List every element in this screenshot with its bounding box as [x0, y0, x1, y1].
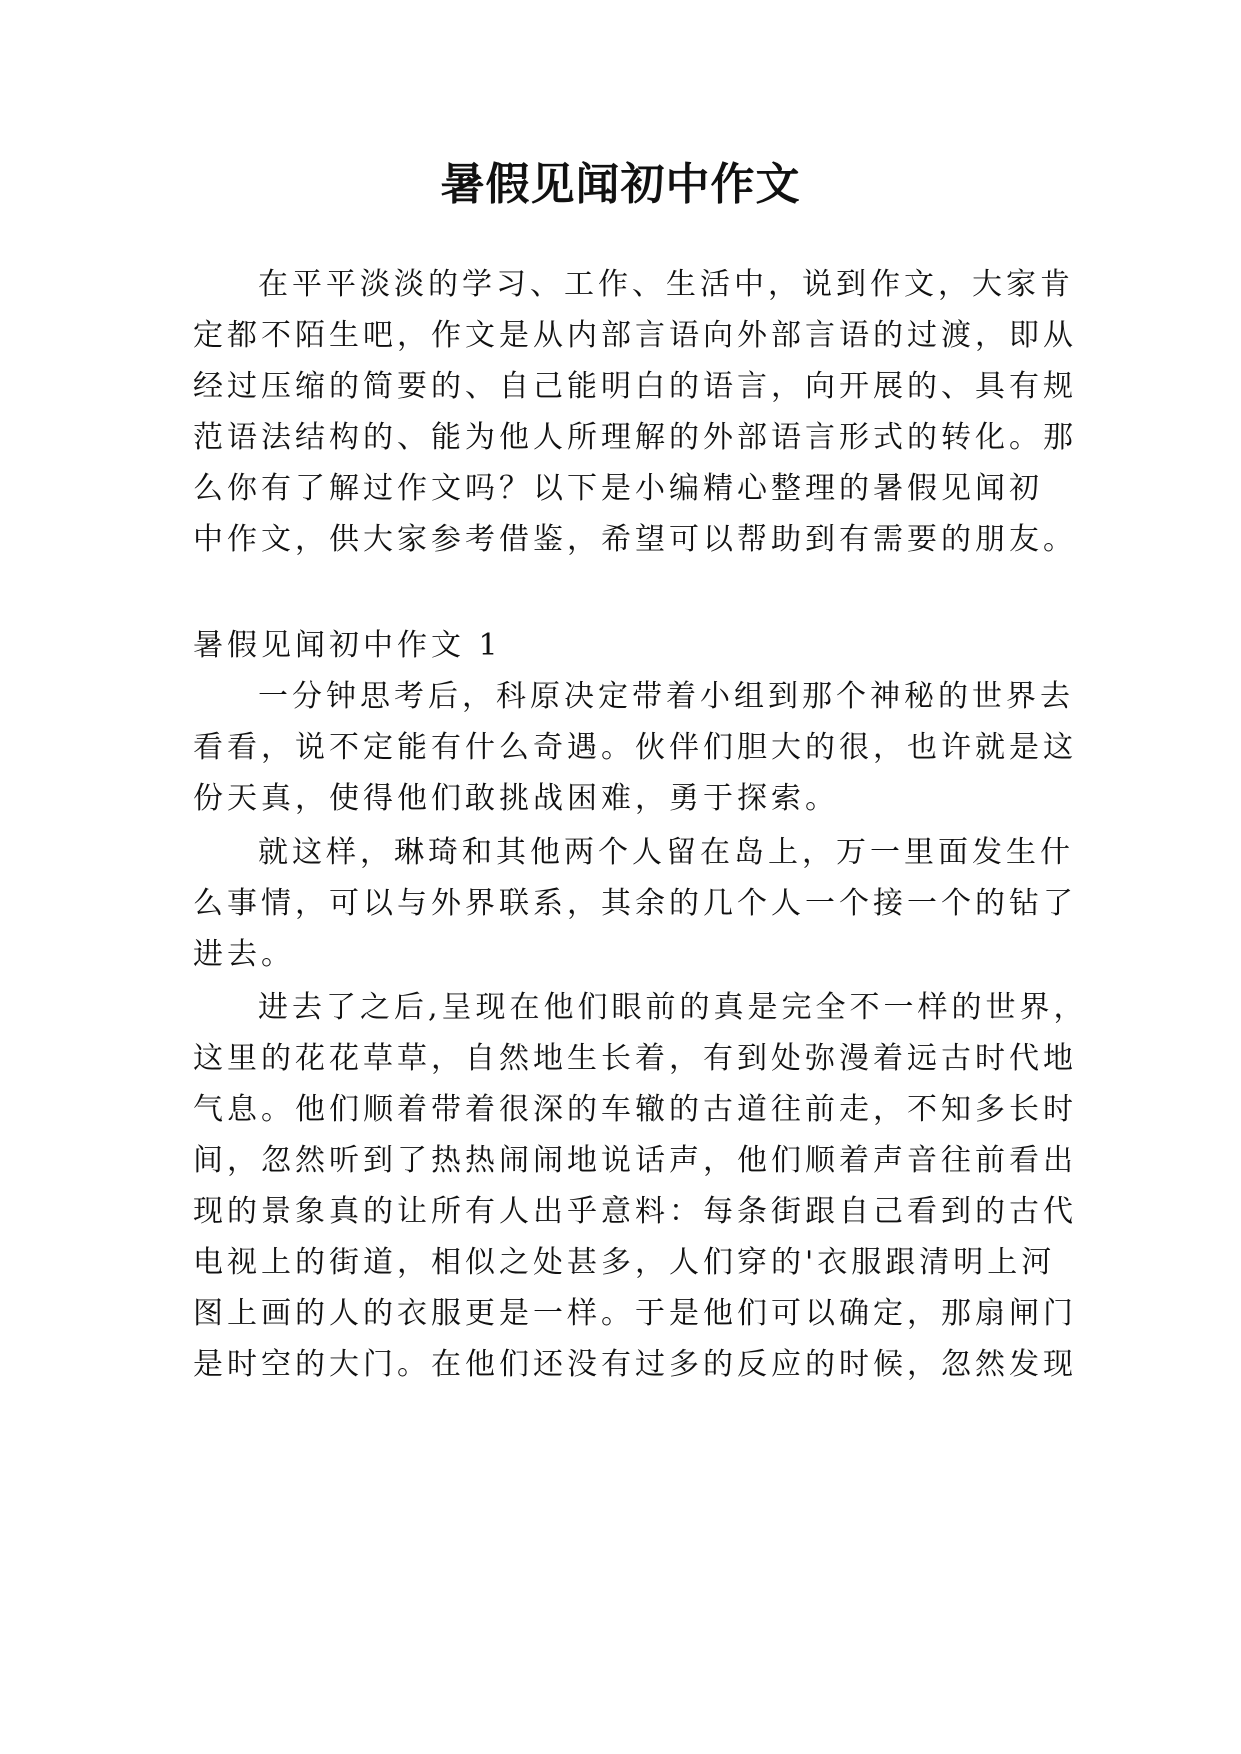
paragraph-line: 现的景象真的让所有人出乎意料：每条街跟自己看到的古代 — [193, 1194, 1077, 1229]
paragraph-line: 一分钟思考后，科原决定带着小组到那个神秘的世界去 — [258, 679, 1074, 714]
intro-line: 在平平淡淡的学习、工作、生活中，说到作文，大家肯 — [258, 267, 1074, 302]
paragraph-line: 么事情，可以与外界联系，其余的几个人一个接一个的钻了 — [193, 886, 1077, 921]
paragraph-line: 间，忽然听到了热热闹闹地说话声，他们顺着声音往前看出 — [193, 1143, 1077, 1178]
intro-line: 么你有了解过作文吗？以下是小编精心整理的暑假见闻初 — [193, 471, 1043, 506]
section-heading: 暑假见闻初中作文 1 — [193, 628, 502, 663]
paragraph-line: 是时空的大门。在他们还没有过多的反应的时候，忽然发现 — [193, 1347, 1077, 1382]
intro-line: 定都不陌生吧，作文是从内部言语向外部言语的过渡，即从 — [193, 318, 1077, 353]
paragraph-line: 看看，说不定能有什么奇遇。伙伴们胆大的很，也许就是这 — [193, 730, 1077, 765]
intro-line: 经过压缩的简要的、自己能明白的语言，向开展的、具有规 — [193, 369, 1077, 404]
paragraph-line: 进去。 — [193, 937, 295, 972]
paragraph-line: 就这样，琳琦和其他两个人留在岛上，万一里面发生什 — [258, 835, 1074, 870]
paragraph-line: 图上画的人的衣服更是一样。于是他们可以确定，那扇闸门 — [193, 1296, 1077, 1331]
paragraph-line: 进去了之后,呈现在他们眼前的真是完全不一样的世界， — [258, 990, 1088, 1025]
intro-line: 中作文，供大家参考借鉴，希望可以帮助到有需要的朋友。 — [193, 522, 1077, 557]
paragraph-line: 电视上的街道，相似之处甚多，人们穿的'衣服跟清明上河 — [193, 1245, 1056, 1280]
document-title: 暑假见闻初中作文 — [440, 159, 801, 210]
paragraph-line: 气息。他们顺着带着很深的车辙的古道往前走，不知多长时 — [193, 1092, 1077, 1127]
paragraph-line: 份天真，使得他们敢挑战困难，勇于探索。 — [193, 781, 839, 816]
intro-line: 范语法结构的、能为他人所理解的外部语言形式的转化。那 — [193, 420, 1077, 455]
paragraph-line: 这里的花花草草，自然地生长着，有到处弥漫着远古时代地 — [193, 1041, 1077, 1076]
